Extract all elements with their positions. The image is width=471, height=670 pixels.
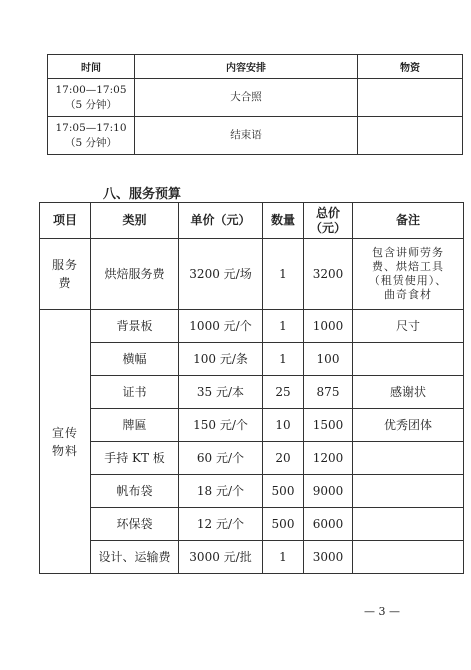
budget-quantity: 1 <box>263 239 304 310</box>
budget-header-unit-price: 单价（元） <box>179 203 263 239</box>
budget-unit-price: 150 元/个 <box>179 409 263 442</box>
budget-note: 优秀团体 <box>353 409 464 442</box>
schedule-time: 17:05—17:10 <box>55 121 127 134</box>
schedule-header-row <box>48 55 463 79</box>
schedule-row <box>48 79 463 117</box>
budget-group-label: 服务费 <box>51 258 78 290</box>
budget-total: 6000 <box>304 508 353 541</box>
budget-total: 3000 <box>304 541 353 574</box>
budget-note: 感谢状 <box>353 376 464 409</box>
schedule-header-time: 时间 <box>48 55 135 79</box>
budget-unit-price: 60 元/个 <box>179 442 263 475</box>
budget-row <box>40 343 464 376</box>
schedule-table <box>47 54 463 155</box>
budget-category: 手持 KT 板 <box>91 442 179 475</box>
budget-total: 875 <box>304 376 353 409</box>
budget-note: 包含讲师劳务费、烘焙工具（租赁使用）、曲奇食材 <box>368 246 448 301</box>
budget-unit-price: 1000 元/个 <box>179 310 263 343</box>
budget-quantity: 500 <box>263 508 304 541</box>
budget-category: 背景板 <box>91 310 179 343</box>
budget-category: 证书 <box>91 376 179 409</box>
schedule-content: 结束语 <box>135 117 358 155</box>
budget-category: 横幅 <box>91 343 179 376</box>
page-number: — 3 — <box>364 605 400 618</box>
budget-row <box>40 409 464 442</box>
budget-quantity: 1 <box>263 541 304 574</box>
budget-quantity: 25 <box>263 376 304 409</box>
schedule-time-cell <box>48 79 135 117</box>
budget-note <box>353 475 464 508</box>
budget-unit-price: 18 元/个 <box>179 475 263 508</box>
budget-row <box>40 508 464 541</box>
budget-row <box>40 442 464 475</box>
budget-row <box>40 541 464 574</box>
budget-quantity: 20 <box>263 442 304 475</box>
budget-category: 烘焙服务费 <box>91 239 179 310</box>
budget-row <box>40 239 464 310</box>
budget-note <box>353 343 464 376</box>
budget-group-cell <box>40 239 91 310</box>
budget-header-row <box>40 203 464 239</box>
budget-table <box>39 202 464 574</box>
schedule-content: 大合照 <box>135 79 358 117</box>
budget-total: 1000 <box>304 310 353 343</box>
budget-total: 9000 <box>304 475 353 508</box>
schedule-materials <box>358 79 463 117</box>
budget-unit-price: 3000 元/批 <box>179 541 263 574</box>
budget-group-cell <box>40 310 91 574</box>
budget-category: 牌匾 <box>91 409 179 442</box>
budget-header-total: 总价（元） <box>304 203 353 239</box>
budget-row <box>40 475 464 508</box>
budget-unit-price: 100 元/条 <box>179 343 263 376</box>
budget-note <box>353 508 464 541</box>
budget-quantity: 1 <box>263 343 304 376</box>
schedule-header-materials: 物资 <box>358 55 463 79</box>
budget-row <box>40 376 464 409</box>
budget-total: 1500 <box>304 409 353 442</box>
schedule-header-content: 内容安排 <box>135 55 358 79</box>
budget-unit-price: 35 元/本 <box>179 376 263 409</box>
schedule-time-cell <box>48 117 135 155</box>
schedule-duration: （5 分钟） <box>64 98 118 111</box>
section-heading: 八、服务预算 <box>103 187 182 202</box>
budget-unit-price: 12 元/个 <box>179 508 263 541</box>
budget-header-item: 项目 <box>40 203 91 239</box>
budget-row <box>40 310 464 343</box>
budget-total: 1200 <box>304 442 353 475</box>
budget-note <box>353 442 464 475</box>
budget-note-cell <box>353 239 464 310</box>
budget-header-category: 类别 <box>91 203 179 239</box>
schedule-materials <box>358 117 463 155</box>
budget-total: 3200 <box>304 239 353 310</box>
budget-quantity: 10 <box>263 409 304 442</box>
budget-category: 帆布袋 <box>91 475 179 508</box>
budget-note <box>353 541 464 574</box>
budget-category: 环保袋 <box>91 508 179 541</box>
budget-group-label: 宣传物料 <box>51 425 78 458</box>
budget-note: 尺寸 <box>353 310 464 343</box>
budget-category: 设计、运输费 <box>91 541 179 574</box>
budget-quantity: 1 <box>263 310 304 343</box>
budget-header-note: 备注 <box>353 203 464 239</box>
schedule-duration: （5 分钟） <box>64 136 118 149</box>
budget-quantity: 500 <box>263 475 304 508</box>
schedule-time: 17:00—17:05 <box>55 83 127 96</box>
budget-total: 100 <box>304 343 353 376</box>
schedule-row <box>48 117 463 155</box>
budget-header-quantity: 数量 <box>263 203 304 239</box>
budget-unit-price: 3200 元/场 <box>179 239 263 310</box>
